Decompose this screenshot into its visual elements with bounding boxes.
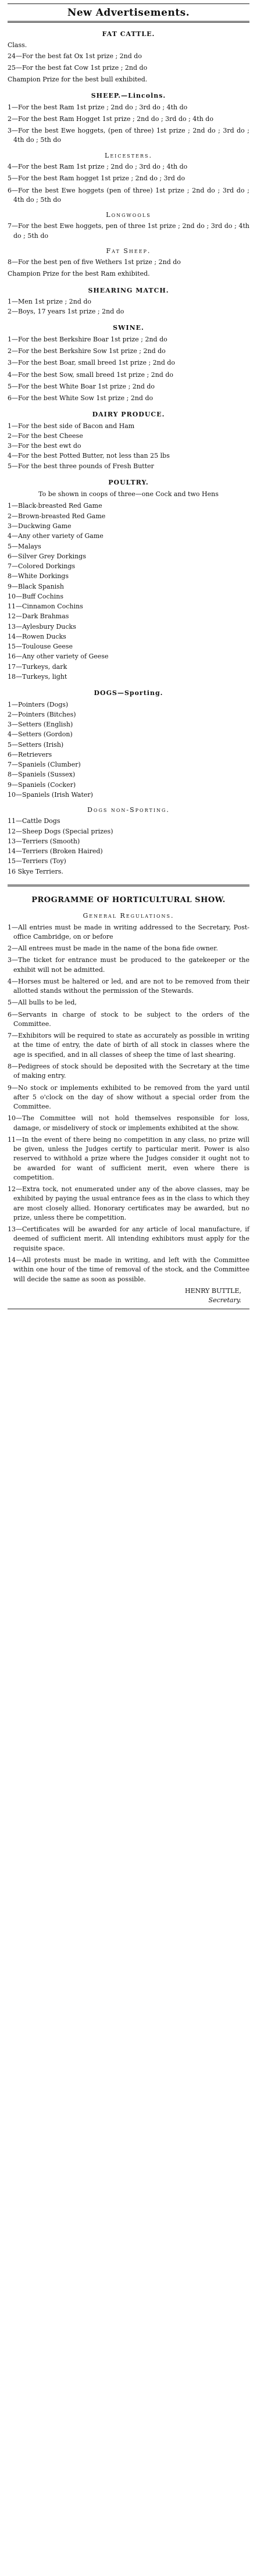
masthead-rule <box>8 21 249 23</box>
masthead: New Advertisements. <box>67 7 190 19</box>
longwools-list <box>8 222 249 241</box>
list-item: 11—Cattle Dogs <box>8 817 60 825</box>
swine-heading: SWINE. <box>113 324 144 332</box>
list-item: 4—Setters (Gordon) <box>8 731 73 739</box>
list-item: 7—Spaniels (Clumber) <box>8 761 81 769</box>
signature-title: Secretary. <box>208 1296 241 1305</box>
list-item: 1—Pointers (Dogs) <box>8 700 69 708</box>
prize-entry: 3—For the best Ewe hoggets, (pen of three) 1st prize ; 2nd do ; 3rd do ; 4th do ; 5th do <box>8 127 249 144</box>
prize-entry: 4—For the best Ram 1st prize ; 2nd do ; 3rd do ; 4th do <box>8 163 188 171</box>
list-item: 15—Toulouse Geese <box>8 643 73 651</box>
list-item: 1—Black-breasted Red Game <box>8 502 102 510</box>
prize-entry: 3—For the best Boar, small breed 1st prize ; 2nd do <box>8 359 176 367</box>
prize-entry: 6—For the best White Sow 1st prize ; 2nd do <box>8 394 154 402</box>
prize-entry: Champion Prize for the best Ram exhibited. <box>8 270 150 278</box>
dogs-non-sporting-list <box>8 817 249 877</box>
fat-cattle-list <box>8 52 249 85</box>
dairy-heading: DAIRY PRODUCE. <box>92 411 165 419</box>
regulation-item: 10—The Committee will not hold themselves responsible for loss, damage, or misdelivery of stock or implements exhibited at the show. <box>8 1114 249 1132</box>
poultry-list <box>8 501 249 682</box>
prize-entry: 5—For the best Ram hogget 1st prize ; 2nd do ; 3rd do <box>8 174 185 183</box>
leicesters-heading: Leicesters. <box>105 151 152 159</box>
list-item: 15—Terriers (Toy) <box>8 857 66 865</box>
regulation-item: 13—Certificates will be awarded for any article of local manufacture, if deemed of sufficient merit. All intending exhibitors must apply for the requisite space. <box>8 1225 249 1252</box>
list-item: 6—Retrievers <box>8 750 52 758</box>
prize-entry: 2—For the best Ram Hogget 1st prize ; 2nd do ; 3rd do ; 4th do <box>8 115 213 123</box>
list-item: 3—Duckwing Game <box>8 522 72 530</box>
dogs-sporting-list <box>8 700 249 800</box>
list-item: 11—Cinnamon Cochins <box>8 603 83 611</box>
top-rule <box>8 3 249 4</box>
list-item: 14—Rowen Ducks <box>8 632 66 640</box>
poultry-heading: POULTRY. <box>108 478 149 486</box>
sheep-list <box>8 103 249 145</box>
swine-list <box>8 335 249 404</box>
prize-entry: 2—For the best Cheese <box>8 432 83 440</box>
dogs-sporting-heading: DOGS—Sporting. <box>94 689 163 697</box>
dogs-non-sporting-heading: Dogs non-Sporting. <box>87 806 170 814</box>
class-label: Class. <box>8 41 27 49</box>
regulation-item: 4—Horses must be haltered or led, and are not to be removed from their allotted stands without the permission of the Stewards. <box>8 977 249 995</box>
list-item: 16—Any other variety of Geese <box>8 653 109 661</box>
prize-entry: 7—For the best Ewe hoggets, pen of three 1st prize ; 2nd do ; 3rd do ; 4th do ; 5th do <box>8 222 249 240</box>
regulation-item: 8—Pedigrees of stock should be deposited with the Secretary at the time of making entry. <box>8 1062 249 1080</box>
list-item: 12—Dark Brahmas <box>8 612 69 621</box>
prize-entry: 1—Men 1st prize ; 2nd do <box>8 297 92 305</box>
longwools-heading: Longwools <box>106 211 151 219</box>
regulation-item: 14—All protests must be made in writing, and left with the Committee within one hour of the time of removal of the stock, and the Committee will decide the same as soon as possible. <box>8 1256 249 1283</box>
list-item: 14—Terriers (Broken Haired) <box>8 847 103 856</box>
programme-heading: PROGRAMME OF HORTICULTURAL SHOW. <box>31 896 226 905</box>
regulation-item: 9—No stock or implements exhibited to be removed from the yard until after 5 o'clock on the day of show without a special order from the Committee. <box>8 1084 249 1111</box>
list-item: 10—Spaniels (Irish Water) <box>8 790 93 799</box>
fat-sheep-heading: Fat Sheep. <box>106 247 151 255</box>
rules-list <box>8 923 249 1284</box>
dairy-list <box>8 422 249 471</box>
list-item: 5—Malays <box>8 542 41 550</box>
regulation-item: 3—The ticket for entrance must be produced to the gatekeeper or the exhibit will not be admitted. <box>8 956 249 974</box>
regulation-item: 2—All entrees must be made in the name of the bona fide owner. <box>8 945 218 953</box>
regulation-item: 7—Exhibitors will be required to state as accurately as possible in writing at the time of entry, the date of birth of all stock in classes where the age is specified, and in all classes of sheep the time of last shearing. <box>8 1032 249 1059</box>
regulation-item: 6—Servants in charge of stock to be subject to the orders of the Committee. <box>8 1010 249 1028</box>
prize-entry: 3—For the best ewt do <box>8 442 81 450</box>
prize-entry: 1—For the best Ram 1st prize ; 2nd do ; 3rd do ; 4th do <box>8 103 188 111</box>
prize-entry: 4—For the best Potted Butter, not less than 25 lbs <box>8 452 170 460</box>
list-item: 18—Turkeys, light <box>8 672 67 680</box>
prize-entry: 4—For the best Sow, small breed 1st prize ; 2nd do <box>8 370 173 379</box>
prize-entry: 5—For the best three pounds of Fresh Butter <box>8 462 154 470</box>
list-item: 7—Colored Dorkings <box>8 562 76 571</box>
list-item: 2—Pointers (Bitches) <box>8 710 76 718</box>
advertisement-page <box>6 0 251 1315</box>
prize-entry: 1—For the best side of Bacon and Ham <box>8 422 135 430</box>
regulation-item: 1—All entries must be made in writing addressed to the Secretary, Post-office Cambridge, on or before <box>8 923 249 940</box>
regulation-item: 11—In the event of there being no competition in any class, no prize will be given, unless the Judges certify to particular merit. Power is also reserved to withhold a prize where the Judges consider it ought not to be awarded for want of sufficient merit, even where there is competition. <box>8 1135 249 1181</box>
list-item: 17—Turkeys, dark <box>8 662 67 671</box>
list-item: 4—Any other variety of Game <box>8 532 103 540</box>
prize-entry: 25—For the best fat Cow 1st prize ; 2nd do <box>8 63 148 72</box>
programme-rule <box>8 885 249 886</box>
prize-entry: 6—For the best Ewe hoggets (pen of three) 1st prize ; 2nd do ; 3rd do ; 4th do ; 5th do <box>8 186 249 204</box>
shearing-heading: SHEARING MATCH. <box>88 286 169 294</box>
prize-entry: 1—For the best Berkshire Boar 1st prize ; 2nd do <box>8 335 167 343</box>
fat-cattle-heading: FAT CATTLE. <box>102 30 155 38</box>
list-item: 16 Skye Terriers. <box>8 867 63 875</box>
leicesters-list <box>8 162 249 205</box>
regulation-item: 5—All bulls to be led, <box>8 999 77 1007</box>
list-item: 10—Buff Cochins <box>8 592 64 600</box>
fat-sheep-list <box>8 258 249 279</box>
list-item: 6—Silver Grey Dorkings <box>8 552 86 560</box>
list-item: 13—Aylesbury Ducks <box>8 622 76 630</box>
prize-entry: 2—Boys, 17 years 1st prize ; 2nd do <box>8 308 124 316</box>
prize-entry: 5—For the best White Boar 1st prize ; 2nd do <box>8 382 155 390</box>
prize-entry: 2—For the best Berkshire Sow 1st prize ; 2nd do <box>8 347 166 355</box>
sheep-heading: SHEEP.—Lincolns. <box>91 92 166 100</box>
list-item: 8—White Dorkings <box>8 572 69 580</box>
list-item: 9—Black Spanish <box>8 582 64 590</box>
list-item: 5—Setters (Irish) <box>8 740 64 749</box>
prize-entry: 8—For the best pen of five Wethers 1st prize ; 2nd do <box>8 258 181 266</box>
list-item: 12—Sheep Dogs (Special prizes) <box>8 827 113 835</box>
list-item: 13—Terriers (Smooth) <box>8 837 80 845</box>
poultry-intro: To be shown in coops of three—one Cock and two Hens <box>38 490 219 498</box>
list-item: 9—Spaniels (Cocker) <box>8 781 76 789</box>
prize-entry: 24—For the best fat Ox 1st prize ; 2nd do <box>8 52 142 60</box>
shearing-list <box>8 297 249 317</box>
list-item: 3—Setters (English) <box>8 721 73 729</box>
list-item: 8—Spaniels (Sussex) <box>8 771 76 779</box>
signature-name: HENRY BUTTLE, <box>184 1287 241 1295</box>
regulation-item: 12—Extra tock, not enumerated under any of the above classes, may be exhibited by paying the usual entrance fees as in the class to which they are most closely allied. Honorary certificates may be awarded, but no prize, unless there be competition. <box>8 1185 249 1221</box>
list-item: 2—Brown-breasted Red Game <box>8 512 106 520</box>
prize-entry: Champion Prize for the best bull exhibited. <box>8 76 148 84</box>
regulations-heading: General Regulations. <box>83 912 174 920</box>
